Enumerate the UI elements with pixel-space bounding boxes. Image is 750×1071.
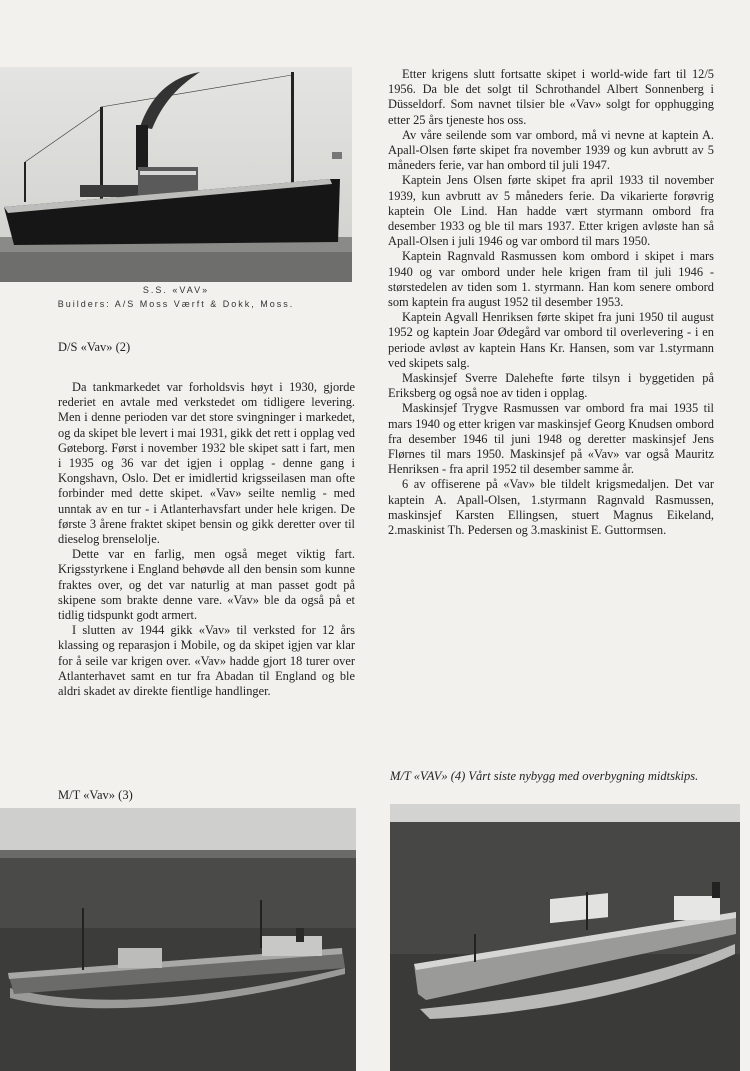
paragraph: Av våre seilende som var ombord, må vi nevne at kaptein A. Apall-Olsen førte skipet fra november 1939 og kun avbrutt av 5 måneders ferie, var han ombord til juli 1947. <box>388 127 714 173</box>
paragraph: Etter krigens slutt fortsatte skipet i world-wide fart til 12/5 1956. Da ble det solgt til Schrothandel Albert Sonnenberg i Düsseldorf. Som navnet tilsier ble «Vav» solgt for opphugging etter 25 års tjeneste hos oss. <box>388 67 714 127</box>
caption-line-1: S.S. «VAV» <box>142 285 210 295</box>
heading-mt-vav-4: M/T «VAV» (4) Vårt siste nybygg med overbygning midtskips. <box>390 769 699 783</box>
paragraph: Kaptein Jens Olsen førte skipet fra april 1933 til november 1939, kun avbrutt av 5 måneders ferie. Da vikarierte forøvrig kaptein Ole Lind. Han hadde vært styrmann ombord fra desember 1933 og ble til mars 1937. Etter krigen avløste han så Apall-Olsen i juli 1946 og var ombord til mars 1950. <box>388 173 714 249</box>
heading-ds-vav-2: D/S «Vav» (2) <box>58 340 131 354</box>
paragraph: Dette var en farlig, men også meget viktig fart. Krigsstyrkene i England behøvde all den bensin som kunne fraktes over, og det var naturlig at man passet godt på skipene som brakte denne vare. «Vav» ble da også på et tidlig tidspunkt godt armert. <box>58 547 355 623</box>
heading-mt-vav-3: M/T «Vav» (3) <box>58 788 133 802</box>
mt-vav-4-photo <box>390 804 740 1071</box>
left-column-text <box>58 380 355 699</box>
paragraph: Da tankmarkedet var forholdsvis høyt i 1930, gjorde rederiet en avtale med verkstedet om tidligere levering. Men i denne perioden var det store svingninger i markedet, og da skipet ble levert i mai 1931, gikk det rett i opplag ved Gøteborg. Først i november 1932 ble skipet satt i fart, men i 1935 og 36 var det igjen i opplag - denne gang i Kongshavn, Oslo. Det er imidlertid krigsseilasen man ofte forbinder med dette skipet. «Vav» seilte nemlig - med unntak av en tur - i Atlanterhavsfart under hele krigen. De første 3 årene fraktet skipet bensin og gikk deretter over til dieselog brenselolje. <box>58 380 355 547</box>
paragraph: Kaptein Agvall Henriksen førte skipet fra juni 1950 til august 1952 og kaptein Joar Ødegård var ombord til overlevering - i en periode avløst av kaptein Hans Kr. Hansen, som var 1.styrmann ved skipets salg. <box>388 310 714 370</box>
ss-vav-photo <box>0 67 352 282</box>
paragraph: Maskinsjef Trygve Rasmussen var ombord fra mai 1935 til mars 1940 og etter krigen var maskinsjef Georg Knudsen ombord fra desember 1946 til juni 1948 og deretter maskinsjef Jens Flørnes til mars 1950. Maskinsjef på «Vav» var også Mauritz Henriksen - fra april 1952 til desember samme år. <box>388 401 714 477</box>
paragraph: Maskinsjef Sverre Dalehefte førte tilsyn i byggetiden på Eriksberg og også noe av tiden i opplag. <box>388 371 714 401</box>
mt-vav-3-photo <box>0 808 356 1071</box>
paragraph: 6 av offiserene på «Vav» ble tildelt krigsmedaljen. Det var kaptein A. Apall-Olsen, 1.styrmann Ragnvald Rasmussen, maskinsjef Karsten Ellingsen, stuert Magnus Eikeland, 2.maskinist Th. Pedersen og 3.maskinist E. Guttormsen. <box>388 477 714 538</box>
caption-line-2: Builders: A/S Moss Værft & Dokk, Moss. <box>57 299 295 309</box>
paragraph: Kaptein Ragnvald Rasmussen kom ombord i skipet i mars 1940 og var ombord under hele krigen fram til juli 1946 - størstedelen av tiden som 1. styrmann. Han kom senere ombord som kaptein fra august 1952 til desember 1953. <box>388 249 714 310</box>
right-column-text <box>388 67 714 538</box>
paragraph: I slutten av 1944 gikk «Vav» til verksted for 12 års klassing og reparasjon i Mobile, og da skipet igjen var klar for å seile var krigen over. «Vav» hadde gjort 18 turer over Atlanterhavet samt en tur fra Abadan til England og ble aldri skadet av direkte fientlige handlinger. <box>58 623 355 699</box>
ss-vav-caption <box>0 283 352 327</box>
